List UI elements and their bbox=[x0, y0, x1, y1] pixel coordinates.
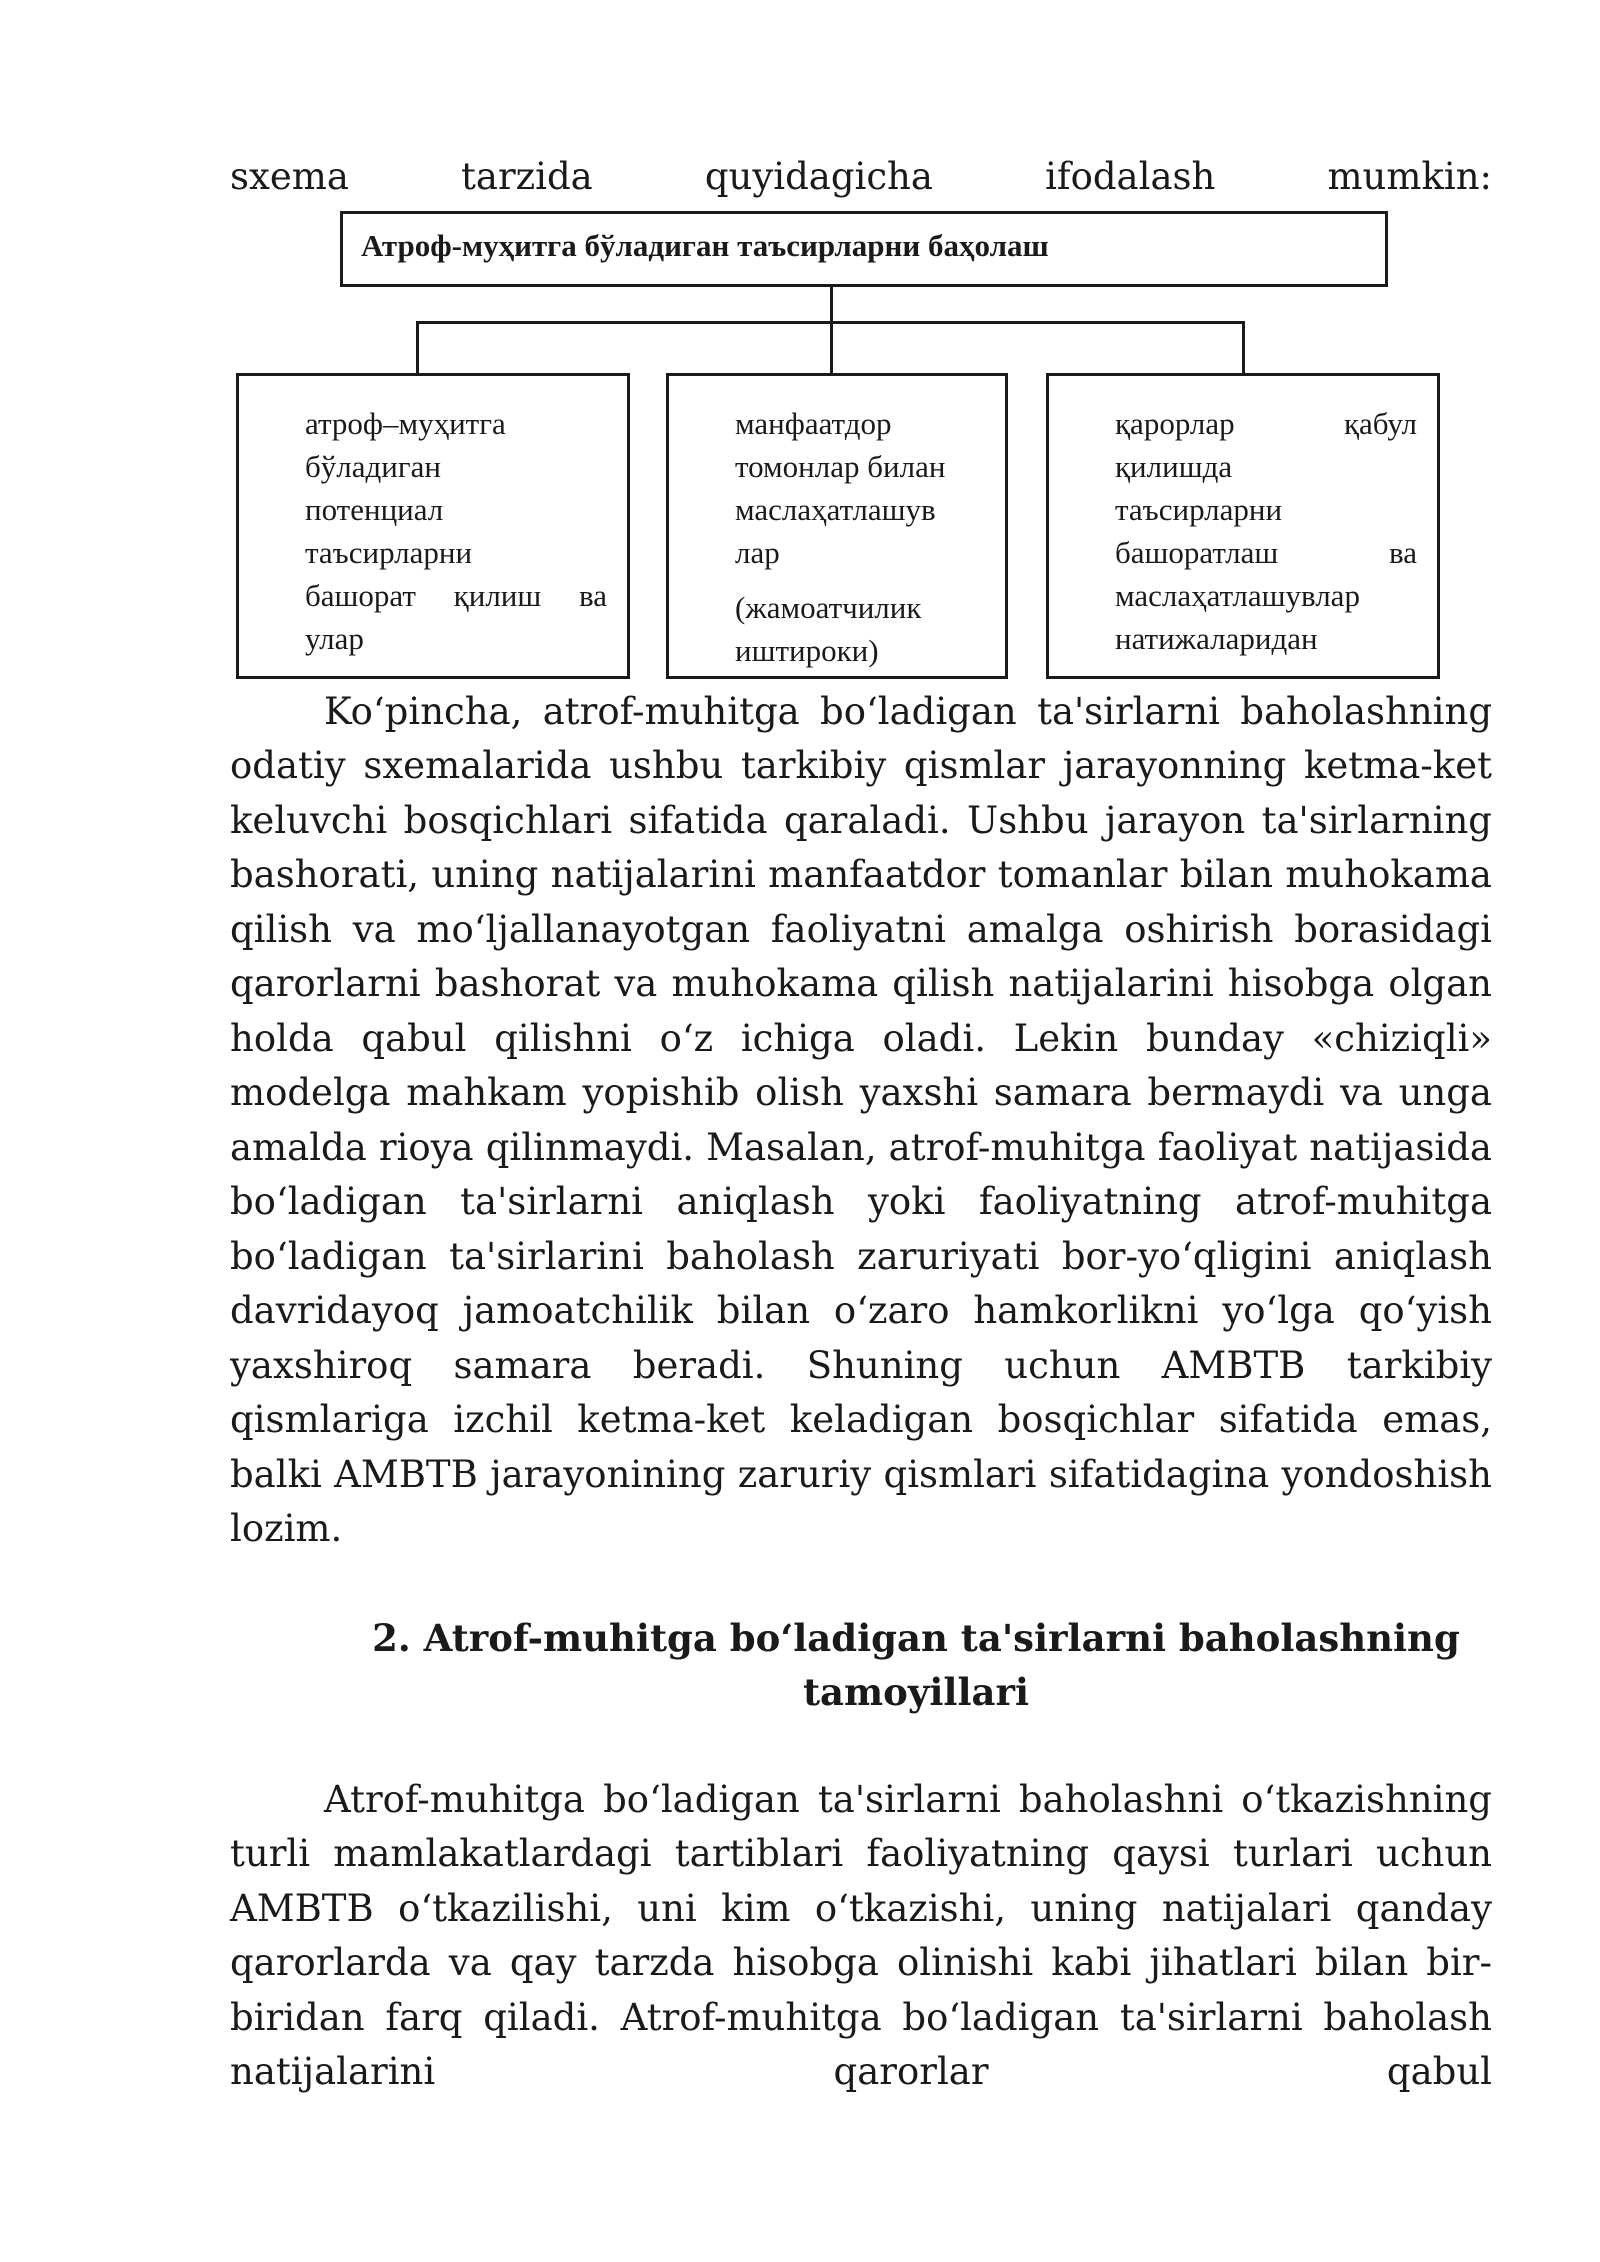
box1-line: улар bbox=[305, 620, 364, 656]
box3-line: таъсирларни bbox=[1115, 491, 1283, 527]
box3-line: натижаларидан bbox=[1115, 620, 1318, 656]
box2-line: томонлар билан bbox=[735, 448, 946, 484]
box2-line: лар bbox=[735, 534, 780, 570]
box2-line: манфаатдор bbox=[735, 405, 892, 441]
heading-line-1: 2. Atrof-muhitga bo‘ladigan ta'sirlarni baholashning bbox=[372, 1615, 1460, 1660]
box3-line: қилишда bbox=[1115, 448, 1233, 484]
connector-right bbox=[1242, 321, 1245, 373]
paragraph-1 bbox=[230, 685, 1492, 1557]
connector-middle bbox=[830, 321, 833, 373]
box1-line: потенциал bbox=[305, 491, 444, 527]
connector-vertical-main bbox=[830, 287, 833, 323]
box3-line: башоратлаш ва bbox=[1115, 534, 1417, 570]
box1-line: бўладиган bbox=[305, 448, 441, 484]
diagram-box-decision bbox=[1046, 373, 1440, 679]
diagram-top-box: Атроф-муҳитга бўладиган таъсирларни баҳолаш bbox=[340, 211, 1388, 287]
box1-line: таъсирларни bbox=[305, 534, 473, 570]
section-heading bbox=[230, 1611, 1492, 1719]
intro-line: sxema tarzida quyidagicha ifodalash mumkin: bbox=[230, 155, 1492, 198]
connector-left bbox=[416, 321, 419, 373]
box3-line: маслаҳатлашувлар bbox=[1115, 577, 1360, 613]
box1-line: башорат қилиш ва bbox=[305, 577, 607, 613]
box2-line: маслаҳатлашув bbox=[735, 491, 936, 527]
diagram-box-prediction bbox=[236, 373, 630, 679]
heading-line-2: tamoyillari bbox=[802, 1669, 1030, 1714]
document-page bbox=[230, 150, 1492, 2100]
paragraph-1-text: Ko‘pincha, atrof-muhitga bo‘ladigan ta'sirlarni baholashning odatiy sxemalarida ushbu tarkibiy qismlar jarayonning ketma-ket keluvchi bosqichlari sifatida qaraladi. Ushbu jarayon ta'sirlarning bashorati, uning natijalarini manfaatdor tomanlar bilan muhokama qilish va mo‘ljallanayotgan faoliyatni amalga oshirish borasidagi qarorlarni bashorat va muhokama qilish natijalarini hisobga olgan holda qabul qilishni o‘z ichiga oladi. Lekin bunday «chiziqli» modelga mahkam yopishib olish yaxshi samara bermaydi va unga amalda rioya qilinmaydi. Masalan, atrof-muhitga faoliyat natijasida bo‘ladigan ta'sirlarni aniqlash yoki faoliyatning atrof-muhitga bo‘ladigan ta'sirlarini baholash zaruriyati bor-yo‘qligini aniqlash davridayoq jamoatchilik bilan o‘zaro hamkorlikni yo‘lga qo‘yish yaxshiroq samara beradi. Shuning uchun AMBTB tarkibiy qismlariga izchil ketma-ket keladigan bosqichlar sifatida emas, balki AMBTB jarayonining zaruriy qismlari sifatidagina yondoshish lozim. bbox=[230, 689, 1492, 1550]
box2-line: (жамоатчилик bbox=[735, 589, 922, 625]
box2-line: иштироки) bbox=[735, 632, 879, 668]
paragraph-2-text: Atrof-muhitga bo‘ladigan ta'sirlarni baholashni o‘tkazishning turli mamlakatlardagi tartiblari faoliyatning qaysi turlari uchun AMBTB o‘tkazilishi, uni kim o‘tkazishi, uning natijalari qanday qarorlarda va qay tarzda hisobga olinishi kabi jihatlari bilan bir-biridan farq qiladi. Atrof-muhitga bo‘ladigan ta'sirlarni baholash natijalarini qarorlar qabul bbox=[230, 1777, 1492, 2093]
box3-line: қарорлар қабул bbox=[1115, 405, 1417, 441]
diagram-box-consultation bbox=[666, 373, 1008, 679]
paragraph-2 bbox=[230, 1773, 1492, 2100]
box1-line: атроф–муҳитга bbox=[305, 405, 506, 441]
flow-diagram bbox=[230, 211, 1492, 681]
